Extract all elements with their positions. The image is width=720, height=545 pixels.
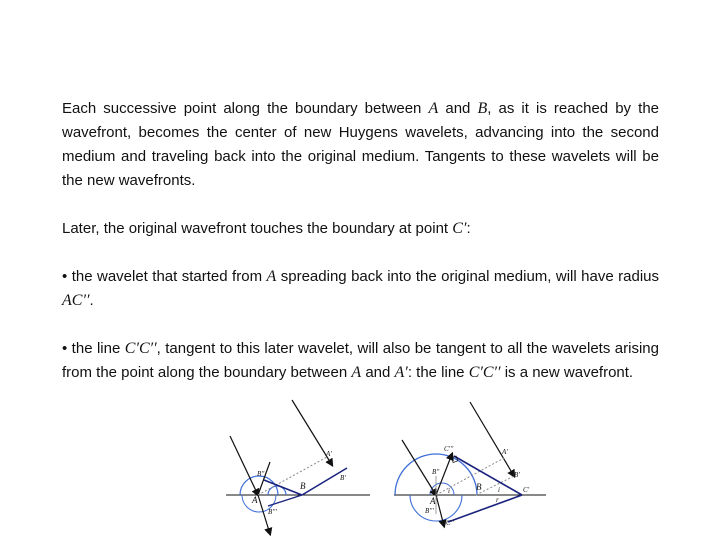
diagram-svg <box>392 396 548 540</box>
math-a: A <box>428 100 439 117</box>
text-run: : <box>466 220 471 237</box>
incident-ray-b <box>470 402 514 476</box>
label-c-tprime: C′′′ <box>444 445 454 453</box>
label-a: A <box>252 495 258 505</box>
wavefront-bdprime <box>264 480 302 495</box>
math-cc: C′C′′ <box>468 364 501 381</box>
math-ac-dprime: AC′′ <box>62 292 90 309</box>
paragraph-bullet-tangent <box>62 337 659 385</box>
text-run: , tangent to this later wavelet, will also be tangent to all the wavelets arising from the point along the boundary between <box>62 340 659 381</box>
wavelet-small <box>430 483 454 495</box>
text-run: Later, the original wavefront touches the boundary at point <box>62 220 453 237</box>
text-run: , as it is reached by the wavefront, becomes the center of new Huygens wavelets, advancing into the second medium and traveling back into the original medium. Tangents to these wavelets will be the new wavefronts. <box>62 100 659 189</box>
math-a-prime: A′ <box>394 364 408 381</box>
text-run: • the line <box>62 340 125 357</box>
math-cc: C′C′′ <box>124 340 157 357</box>
label-b-dprime: B′′ <box>257 470 265 478</box>
label-b: B <box>300 481 306 491</box>
label-b-dprime: B′′ <box>432 468 440 476</box>
incident-ray-a <box>402 440 436 495</box>
label-b: B <box>476 482 482 492</box>
wavefront-c-cdprime <box>448 495 522 522</box>
label-i-left: i <box>448 487 450 495</box>
label-b-prime: B′ <box>514 471 520 479</box>
wavefront-btprime <box>268 495 302 506</box>
paragraph-huygens-wavelets <box>62 97 659 193</box>
body-text <box>62 97 659 385</box>
huygens-diagram-left <box>222 396 374 540</box>
math-c-prime: C′ <box>452 220 467 237</box>
label-a: A <box>430 496 436 506</box>
text-run: : the line <box>407 364 469 381</box>
incident-ray-a <box>230 436 258 495</box>
diagram-svg <box>222 396 374 540</box>
label-a-prime: A′ <box>502 448 508 456</box>
label-b-tprime: B′′′ <box>268 508 277 516</box>
label-a-prime: A′ <box>326 450 332 458</box>
paragraph-later <box>62 217 659 241</box>
wavefront-a-aprime <box>436 458 504 495</box>
label-c-prime: C′ <box>523 486 530 494</box>
math-a: A <box>266 268 277 285</box>
text-run: • the wavelet that started from <box>62 268 267 285</box>
text-run: Each successive point along the boundary between <box>62 100 429 117</box>
text-run: is a new wavefront. <box>500 364 634 381</box>
label-b-prime: B′ <box>340 474 346 482</box>
math-a: A <box>351 364 362 381</box>
paragraph-bullet-wavelet <box>62 265 659 313</box>
text-run: and <box>438 100 478 117</box>
label-c-dprime: C′′ <box>446 519 454 527</box>
wavefront-a-aprime <box>258 457 327 495</box>
label-i-right: i <box>498 486 500 494</box>
label-b-tprime: B′′′ <box>425 507 434 515</box>
text-run: . <box>89 292 94 309</box>
text-run: spreading back into the original medium, will have radius <box>276 268 659 285</box>
math-b: B <box>477 100 488 117</box>
label-r-right: r <box>496 496 499 504</box>
text-run: and <box>361 364 395 381</box>
huygens-diagram-right <box>392 396 548 540</box>
